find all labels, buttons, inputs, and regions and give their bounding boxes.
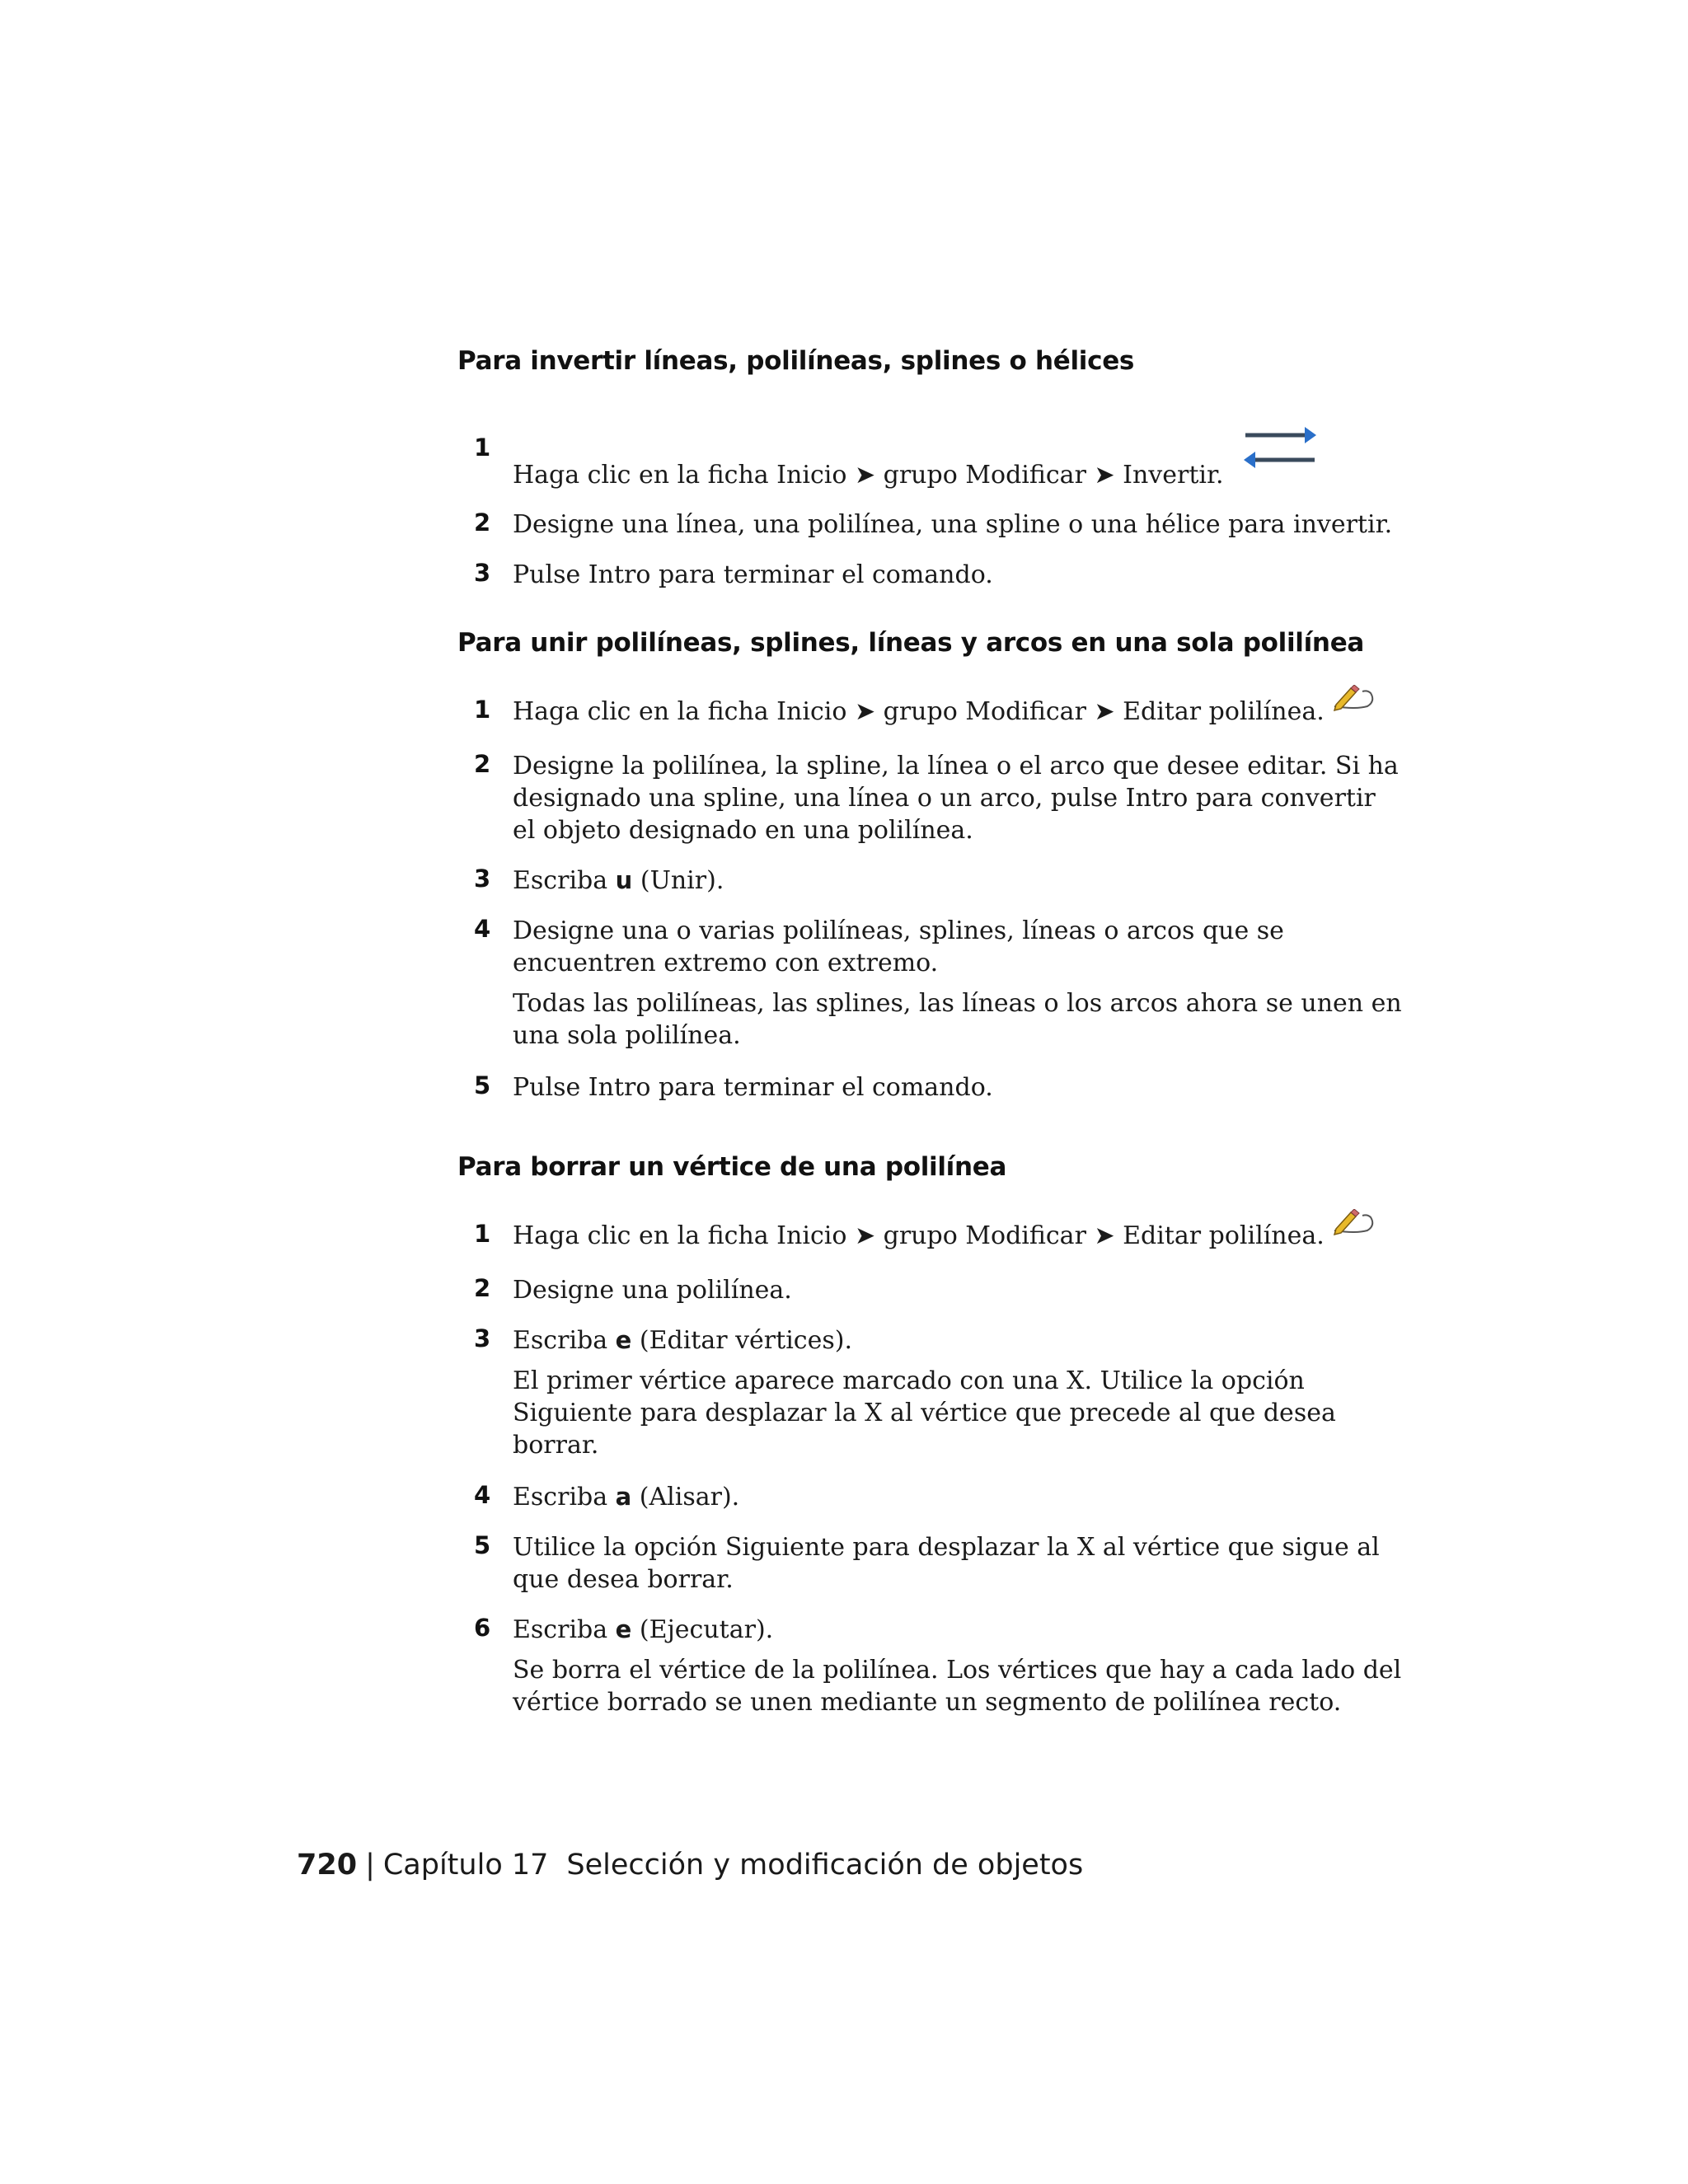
command-key: a bbox=[615, 1483, 632, 1511]
step-text: Haga clic en la ficha Inicio ➤ grupo Modificar ➤ Editar polilínea. bbox=[513, 1221, 1325, 1250]
step-text: Designe una o varias polilíneas, splines, líneas o arcos que se encuentren extremo con extremo. bbox=[513, 916, 1284, 977]
step-number: 3 bbox=[474, 1324, 491, 1352]
step-text: Pulse Intro para terminar el comando. bbox=[513, 1073, 993, 1102]
step-number: 5 bbox=[474, 1531, 491, 1559]
section-heading: Para borrar un vértice de una polilínea bbox=[457, 1152, 1007, 1182]
list-item: 4 Escriba a (Alisar). bbox=[474, 1481, 740, 1511]
chapter-title: Selección y modificación de objetos bbox=[566, 1849, 1084, 1882]
step-number: 2 bbox=[474, 1274, 491, 1302]
section-heading: Para unir polilíneas, splines, líneas y arcos en una sola polilínea bbox=[457, 628, 1365, 658]
step-note: El primer vértice aparece marcado con una X. Utilice la opción Siguiente para desplazar la X al vértice que precede al que desea borrar. bbox=[513, 1366, 1336, 1460]
chapter-label: Capítulo 17 bbox=[382, 1849, 549, 1882]
step-note: Se borra el vértice de la polilínea. Los vértices que hay a cada lado del vértice borrado se unen mediante un segmento de polilínea recto. bbox=[513, 1656, 1402, 1717]
list-item bbox=[457, 1274, 1405, 1306]
list-item bbox=[457, 559, 1405, 591]
step-text: Designe una línea, una polilínea, una spline o una hélice para invertir. bbox=[513, 510, 1393, 539]
footer-separator: | bbox=[365, 1849, 375, 1882]
steps-list bbox=[457, 434, 1405, 591]
edit-polyline-icon bbox=[1331, 685, 1377, 721]
list-item bbox=[457, 434, 1405, 491]
list-item: 6 Escriba e (Ejecutar). Se borra el vértice de la polilínea. Los vértices que hay a cada lado del vértice borrado se unen mediante un segmento de polilínea recto. bbox=[457, 1614, 1405, 1718]
list-item bbox=[457, 1531, 1405, 1596]
step-number: 5 bbox=[474, 1071, 491, 1099]
steps-list bbox=[457, 1220, 1405, 1718]
list-item bbox=[457, 1071, 1405, 1104]
step-number: 3 bbox=[474, 559, 491, 587]
step-number: 4 bbox=[474, 915, 491, 943]
reverse-icon bbox=[1242, 424, 1318, 481]
section-heading: Para invertir líneas, polilíneas, splines o hélices bbox=[457, 346, 1135, 376]
section-delete-vertex bbox=[457, 1152, 1405, 1718]
step-note: Todas las polilíneas, las splines, las líneas o los arcos ahora se unen en una sola polilínea. bbox=[513, 989, 1402, 1050]
step-text: Haga clic en la ficha Inicio ➤ grupo Modificar ➤ Invertir. bbox=[513, 461, 1224, 490]
step-number: 1 bbox=[474, 696, 491, 724]
section-join bbox=[457, 628, 1405, 1104]
page-number: 720 bbox=[297, 1849, 358, 1882]
step-number: 1 bbox=[474, 434, 491, 462]
step-number: 2 bbox=[474, 750, 491, 778]
section-reverse bbox=[457, 346, 1405, 591]
command-key: u bbox=[615, 866, 633, 894]
step-number: 4 bbox=[474, 1481, 491, 1509]
step-text: Pulse Intro para terminar el comando. bbox=[513, 560, 993, 589]
command-key: e bbox=[615, 1615, 632, 1643]
page-footer bbox=[297, 1849, 1083, 1882]
list-item bbox=[457, 915, 1405, 1052]
list-item bbox=[457, 696, 1405, 733]
step-number: 1 bbox=[474, 1220, 491, 1248]
step-text: Utilice la opción Siguiente para desplazar la X al vértice que sigue al que desea borrar. bbox=[513, 1533, 1380, 1594]
command-key: e bbox=[615, 1326, 632, 1354]
list-item bbox=[457, 1220, 1405, 1257]
steps-list bbox=[457, 696, 1405, 1104]
list-item: 3 Escriba e (Editar vértices). El primer vértice aparece marcado con una X. Utilice la opción Siguiente para desplazar la X al vértice que precede al que desea borrar. bbox=[457, 1324, 1405, 1461]
step-number: 3 bbox=[474, 865, 491, 893]
list-item bbox=[457, 750, 1405, 846]
step-text: Designe una polilínea. bbox=[513, 1276, 792, 1305]
edit-polyline-icon bbox=[1331, 1209, 1377, 1245]
list-item bbox=[457, 509, 1405, 541]
step-number: 2 bbox=[474, 509, 491, 537]
step-text: Designe la polilínea, la spline, la línea o el arco que desee editar. Si ha designado una spline, una línea o un arco, pulse Intro para convertir el objeto designado en una polilínea. bbox=[513, 752, 1399, 845]
list-item: 3 Escriba u (Unir). bbox=[474, 865, 724, 895]
step-text: Haga clic en la ficha Inicio ➤ grupo Modificar ➤ Editar polilínea. bbox=[513, 697, 1325, 726]
step-number: 6 bbox=[474, 1614, 491, 1642]
